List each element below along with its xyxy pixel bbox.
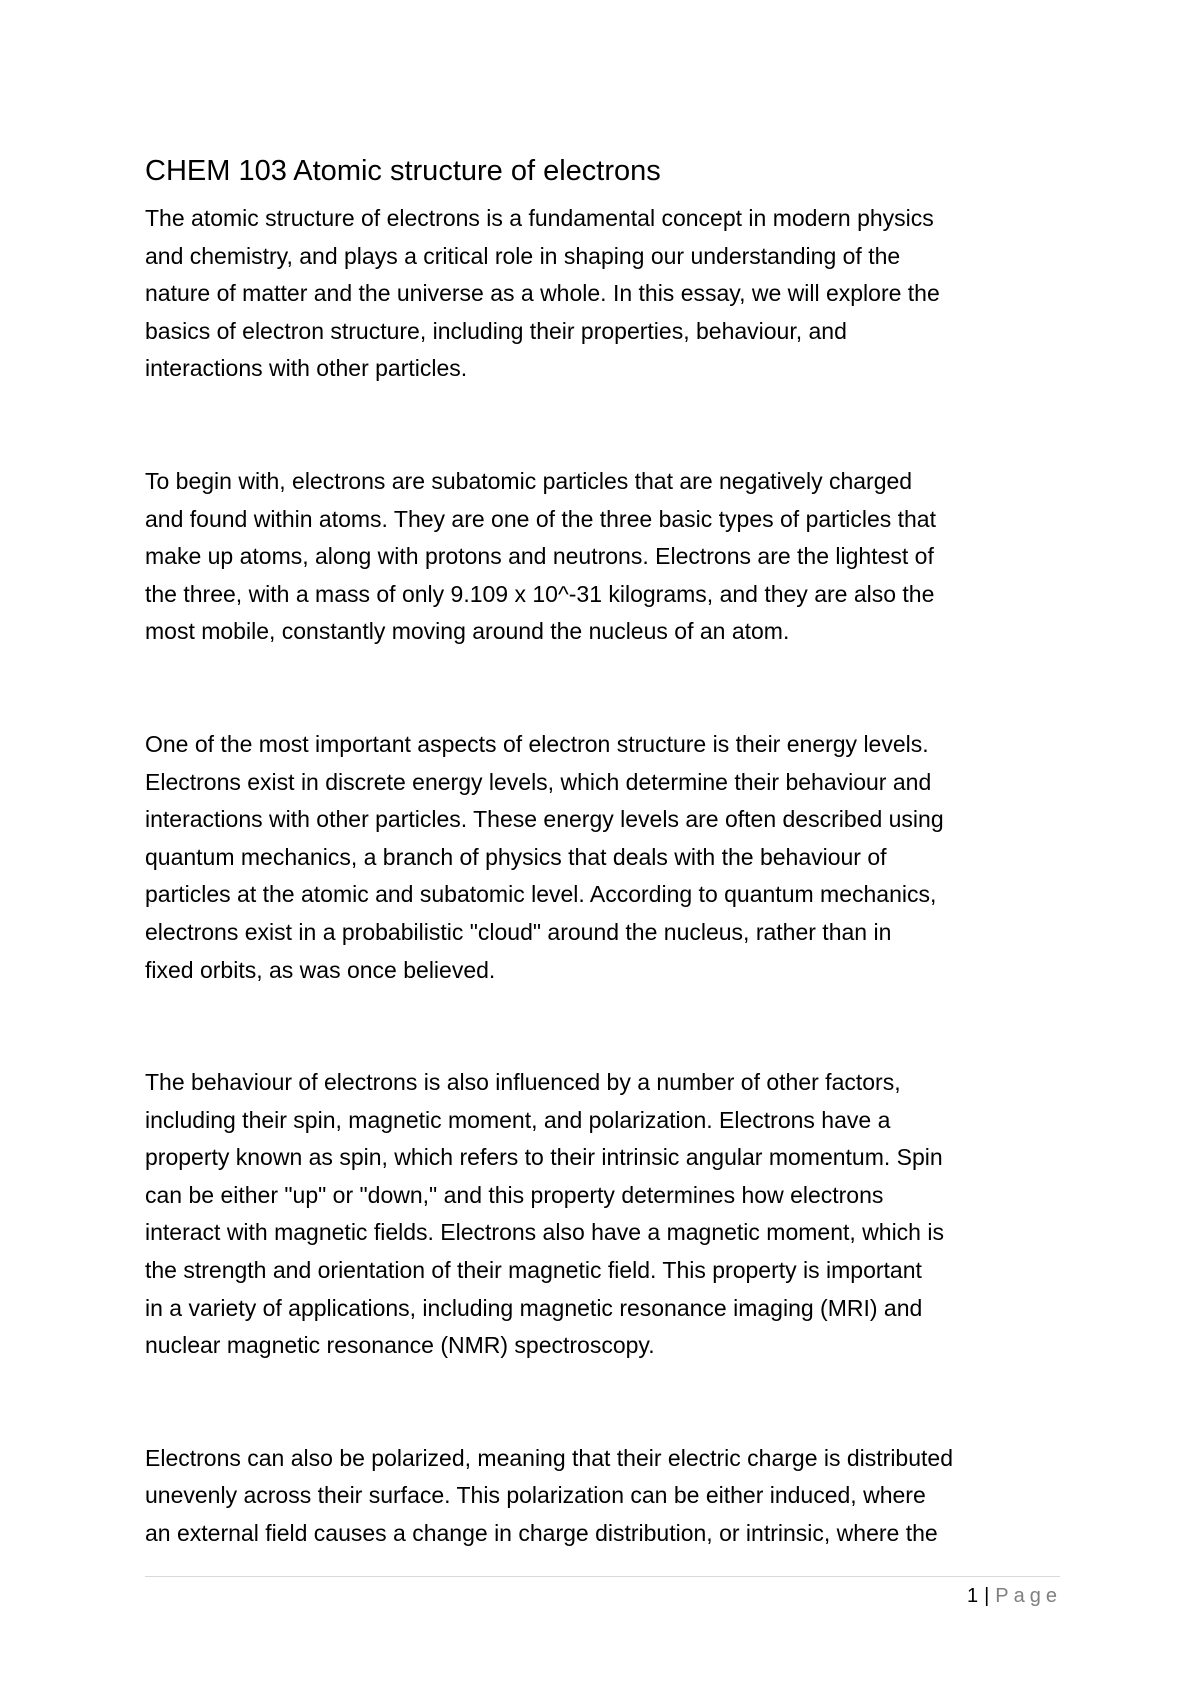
- text-line: nuclear magnetic resonance (NMR) spectroscopy.: [145, 1332, 655, 1359]
- text-line: To begin with, electrons are subatomic particles that are negatively charged: [145, 467, 913, 494]
- footer-separator: |: [984, 1585, 990, 1607]
- text-line: property known as spin, which refers to their intrinsic angular momentum. Spin: [145, 1144, 943, 1171]
- text-line: particles at the atomic and subatomic level. According to quantum mechanics,: [145, 881, 937, 908]
- text-line: can be either "up" or "down," and this property determines how electrons: [145, 1181, 884, 1208]
- footer-divider: [145, 1576, 1060, 1577]
- page-number: 1: [966, 1585, 979, 1607]
- paragraph-1: [145, 200, 1065, 388]
- text-line: interactions with other particles.: [145, 355, 468, 382]
- text-line: interactions with other particles. These energy levels are often described using: [145, 806, 944, 833]
- document-title: CHEM 103 Atomic structure of electrons: [145, 155, 661, 187]
- page-footer: [967, 1582, 1062, 1610]
- text-line: quantum mechanics, a branch of physics that deals with the behaviour of: [145, 843, 887, 870]
- text-line: and found within atoms. They are one of the three basic types of particles that: [145, 505, 936, 532]
- text-line: make up atoms, along with protons and neutrons. Electrons are the lightest of: [145, 543, 934, 570]
- text-line: Electrons can also be polarized, meaning that their electric charge is distributed: [145, 1444, 953, 1471]
- text-line: the strength and orientation of their magnetic field. This property is important: [145, 1257, 922, 1284]
- text-line: electrons exist in a probabilistic "cloud" around the nucleus, rather than in: [145, 918, 892, 945]
- text-line: including their spin, magnetic moment, and polarization. Electrons have a: [145, 1106, 891, 1133]
- text-line: and chemistry, and plays a critical role in shaping our understanding of the: [145, 242, 901, 269]
- paragraph-4: [145, 1064, 1065, 1365]
- text-line: basics of electron structure, including their properties, behaviour, and: [145, 317, 847, 344]
- paragraph-2: [145, 463, 1065, 651]
- text-line: fixed orbits, as was once believed.: [145, 956, 496, 983]
- text-line: The atomic structure of electrons is a fundamental concept in modern physics: [145, 205, 934, 231]
- text-line: the three, with a mass of only 9.109 x 10^-31 kilograms, and they are also the: [145, 580, 935, 607]
- text-line: Electrons exist in discrete energy levels, which determine their behaviour and: [145, 768, 932, 795]
- paragraph-5: [145, 1440, 1065, 1553]
- text-line: One of the most important aspects of electron structure is their energy levels.: [145, 730, 929, 757]
- text-line: interact with magnetic fields. Electrons also have a magnetic moment, which is: [145, 1219, 944, 1246]
- page-label: Page: [995, 1585, 1062, 1607]
- text-line: nature of matter and the universe as a whole. In this essay, we will explore the: [145, 280, 940, 307]
- document-body: [145, 148, 1065, 1628]
- text-line: most mobile, constantly moving around the nucleus of an atom.: [145, 618, 790, 645]
- text-line: in a variety of applications, including magnetic resonance imaging (MRI) and: [145, 1294, 923, 1321]
- text-line: an external field causes a change in charge distribution, or intrinsic, where the: [145, 1520, 938, 1547]
- paragraph-3: [145, 726, 1065, 989]
- text-line: The behaviour of electrons is also influenced by a number of other factors,: [145, 1069, 901, 1096]
- text-line: unevenly across their surface. This polarization can be either induced, where: [145, 1482, 926, 1509]
